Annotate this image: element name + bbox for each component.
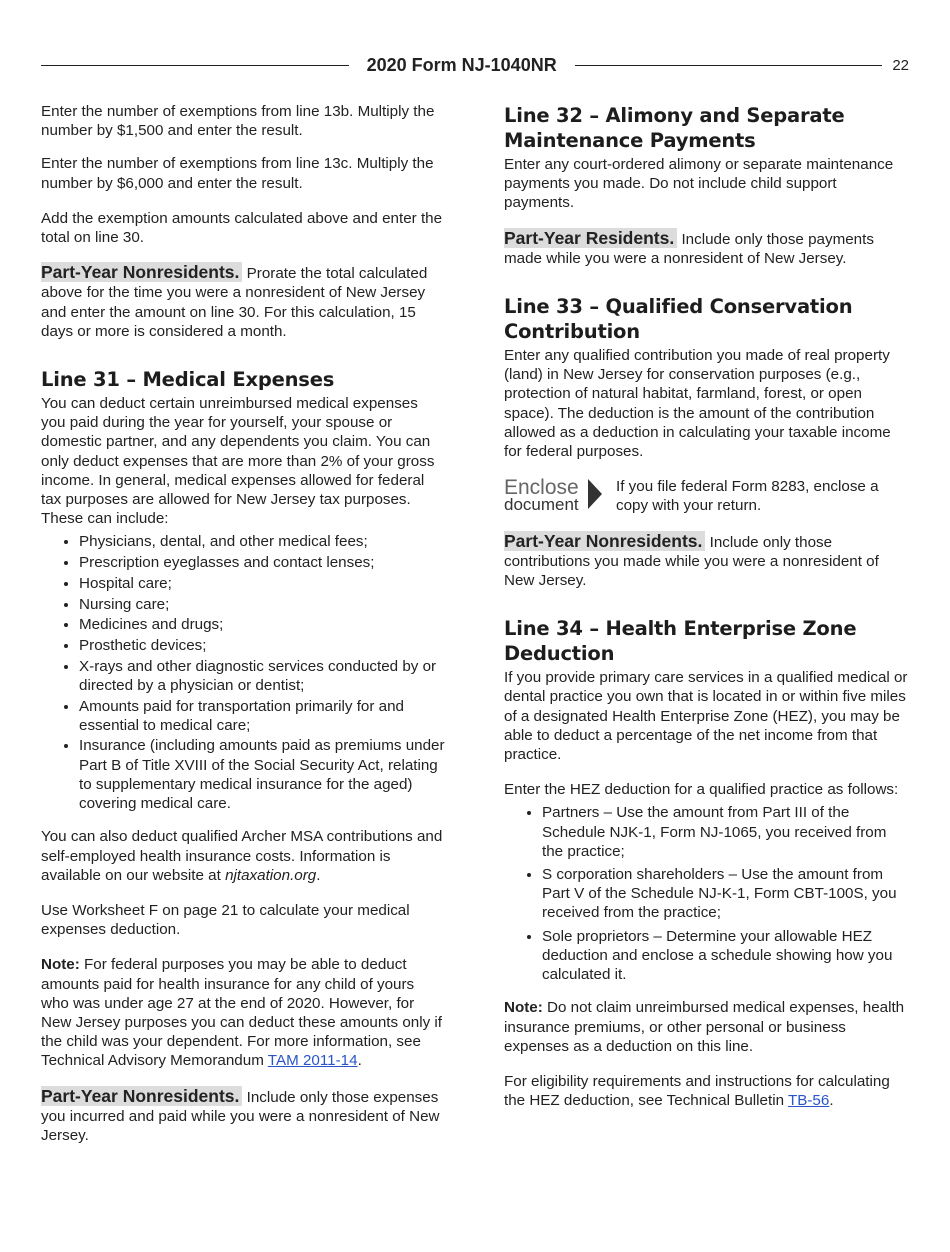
line-33-text: Enter any qualified contribution you made of real property (land) in New Jersey for conservation purposes (e.g., protection of natural habitat, farmland, forest, or open space). The deduction is the amount of the contribution allowed as a deduction in calculating your taxable income for federal purposes. [504,347,891,461]
njtaxation-site: njtaxation.org [225,866,317,884]
page-number: 22 [892,56,909,74]
note-label: Note: [504,999,543,1017]
medical-expenses-list [41,532,446,813]
part-year-nonresidents-text: Prorate the total calculated above for the time you were a nonresident of New Jersey and enter the amount on line 30. For this calculation, 15 days or more is considered a month. [41,265,428,340]
list-item: • Prescription eyeglasses and contact lenses; [79,553,446,572]
note-end: . [357,1052,362,1070]
line-33-heading: Line 33 – Qualified Conservation Contribution [504,295,853,344]
document-word: document [504,495,579,515]
part-year-residents-label: Part-Year Residents. [504,228,677,248]
right-column [504,102,909,1124]
left-column [41,102,446,1159]
enclose-document-note [504,477,909,515]
enclose-document-icon [504,477,616,515]
part-year-nonresidents-text: Include only those contributions you made while you were a nonresident of New Jersey. [504,533,879,590]
archer-msa-end: . [316,866,321,884]
hez-intro: Enter the HEZ deduction for a qualified practice as follows: [504,781,899,799]
archer-msa-text: You can also deduct qualified Archer MSA contributions and self-employed health insurance costs. Information is available on our website at [41,828,443,884]
list-item: • Partners – Use the amount from Part III of the Schedule NJK-1, Form NJ-1065, you received from the practice; [542,803,909,861]
list-item: • Hospital care; [79,574,446,593]
list-item: • Sole proprietors – Determine your allowable HEZ deduction and enclose a schedule showing how you calculated it. [542,927,909,985]
list-item: • Medicines and drugs; [79,615,446,634]
note-label: Note: [41,956,80,974]
line-34-text: If you provide primary care services in a qualified medical or dental practice you own that is located in or within five miles of a designated Health Enterprise Zone (HEZ), you may be able to deduct a percentage of the net income from that practice. [504,669,908,764]
arrow-icon [588,479,602,509]
page-header [41,52,909,78]
part-year-nonresidents-label: Part-Year Nonresidents. [41,1086,242,1106]
hez-note-paragraph [504,998,909,1056]
line-32-heading: Line 32 – Alimony and Separate Maintenance Payments [504,104,845,152]
part-year-nonresidents-label: Part-Year Nonresidents. [41,262,242,282]
list-item: • S corporation shareholders – Use the amount from Part V of the Schedule NJ-K-1, Form CBT-100S, you received from the practice; [542,865,909,923]
archer-msa-paragraph [41,827,446,885]
tb-56-link[interactable]: TB-56 [787,1092,830,1110]
list-item: • Insurance (including amounts paid as premiums under Part B of Title XVIII of the Social Security Act, relating to supplementary medical insurance for the aged) covering medical care. [79,736,446,813]
list-item: • Prosthetic devices; [79,636,446,655]
page-title: 2020 Form NJ-1040NR [366,54,557,75]
list-item: • Nursing care; [79,595,446,614]
line-34-heading: Line 34 – Health Enterprise Zone Deduction [504,617,857,666]
part-year-residents-text: Include only those payments made while you were a nonresident of New Jersey. [504,230,874,267]
list-item: • Amounts paid for transportation primarily for and essential to medical care; [79,697,446,735]
eligibility-end: . [829,1092,834,1110]
line-31-heading: Line 31 – Medical Expenses [41,368,335,392]
note-text: Do not claim unreimbursed medical expenses, health insurance premiums, or other personal or business expenses as a deduction on this line. [504,999,905,1055]
worksheet-f-paragraph: Use Worksheet F on page 21 to calculate your medical expenses deduction. [41,901,410,939]
header-rule-right [575,65,883,66]
header-rule-left [41,65,349,66]
exemption-total-paragraph: Add the exemption amounts calculated above and enter the total on line 30. [41,209,443,247]
enclose-word: Enclose [504,476,579,500]
part-year-nonresidents-conservation [504,532,909,591]
exemption-13b-paragraph: Enter the number of exemptions from line 13b. Multiply the number by $1,500 and enter the result. [41,103,435,140]
part-year-nonresidents-text: Include only those expenses you incurred and paid while you were a nonresident of New Jersey. [41,1088,440,1144]
enclose-text: If you file federal Form 8283, enclose a copy with your return. [616,478,879,515]
part-year-nonresidents-exemptions [41,263,446,341]
line-32-text: Enter any court-ordered alimony or separate maintenance payments you made. Do not include child support payments. [504,156,894,212]
eligibility-paragraph [504,1072,909,1110]
medical-note-paragraph [41,955,446,1070]
tam-2011-14-link[interactable]: TAM 2011-14 [267,1052,358,1070]
hez-list [504,803,909,984]
list-item: • X-rays and other diagnostic services conducted by or directed by a physician or dentist; [79,657,446,695]
part-year-nonresidents-label: Part-Year Nonresidents. [504,531,705,551]
note-text: For federal purposes you may be able to deduct amounts paid for health insurance for any child of yours who was under age 27 at the end of 2020. However, for New Jersey purposes you can deduct these amounts only if the child was your dependent. For more information, see Technical Advisory Memorandum [41,956,443,1070]
part-year-residents-alimony [504,229,909,268]
part-year-nonresidents-medical [41,1087,446,1146]
eligibility-text: For eligibility requirements and instructions for calculating the HEZ deduction, see Technical Bulletin [504,1072,890,1110]
line-31-intro: You can deduct certain unreimbursed medical expenses you paid during the year for yourself, your spouse or domestic partner, and any dependents you claim. You can only deduct expenses that are more than 2% of your gross income. In general, medical expenses allowed for federal tax purposes are allowed for New Jersey tax purposes. These can include: [41,395,435,528]
list-item: • Physicians, dental, and other medical fees; [79,532,446,551]
exemption-13c-paragraph: Enter the number of exemptions from line 13c. Multiply the number by $6,000 and enter the result. [41,155,434,192]
